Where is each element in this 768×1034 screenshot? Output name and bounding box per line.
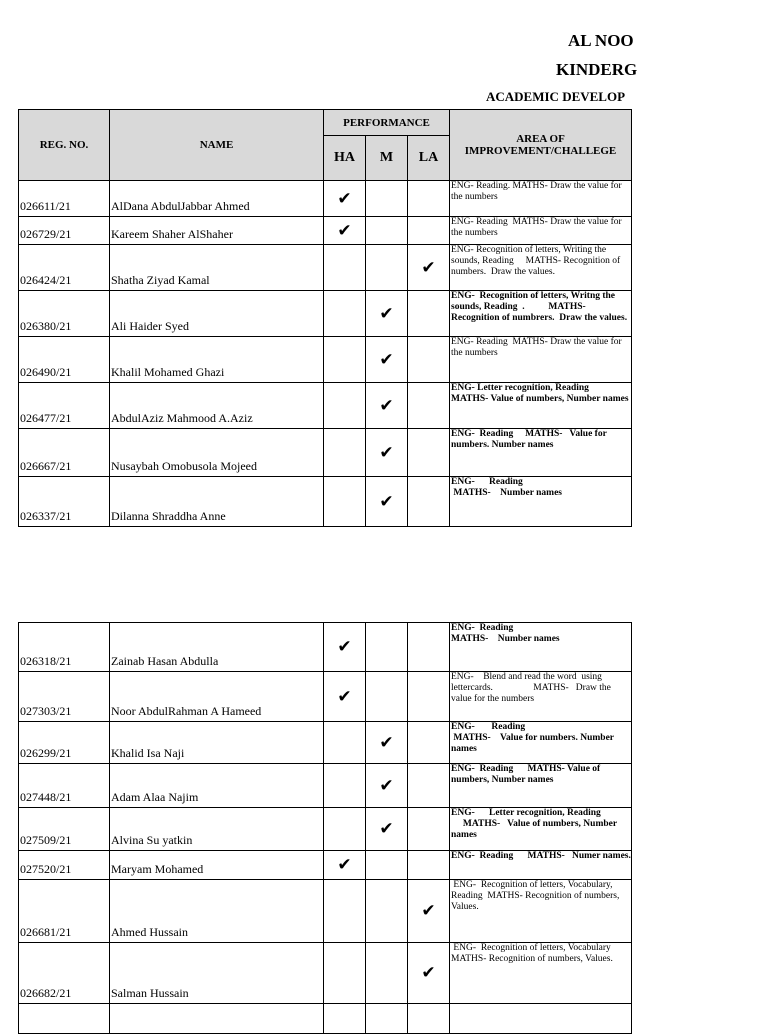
perf-la-cell [408, 880, 450, 943]
perf-m-cell [366, 245, 408, 291]
perf-la-cell [408, 764, 450, 808]
perf-la-cell [408, 181, 450, 217]
table-row [19, 291, 632, 337]
header-la: LA [408, 136, 450, 181]
perf-ha-cell [324, 291, 366, 337]
area-of-improvement-cell [450, 291, 632, 337]
area-text: ENG- Recognition of letters, Writng the sounds, Reading . MATHS- Recognition of numbrers. Draw the values. [451, 291, 628, 323]
perf-m-cell [366, 429, 408, 477]
perf-la-cell [408, 429, 450, 477]
check-icon: ✔ [337, 188, 352, 209]
perf-ha-cell [324, 429, 366, 477]
check-icon: ✔ [337, 220, 352, 241]
student-name-cell: Alvina Su yatkin [110, 808, 324, 851]
perf-ha-cell [324, 943, 366, 1004]
table-row [19, 623, 632, 672]
reg-no-cell: 027303/21 [19, 672, 110, 722]
reg-no-cell: 026681/21 [19, 880, 110, 943]
student-name-cell: Khalil Mohamed Ghazi [110, 337, 324, 383]
perf-ha-cell [324, 672, 366, 722]
table-row [19, 672, 632, 722]
perf-m-cell [366, 337, 408, 383]
perf-la-cell [408, 245, 450, 291]
student-name-cell: Nusaybah Omobusola Mojeed [110, 429, 324, 477]
area-text: ENG- Reading MATHS- Number names [451, 477, 563, 498]
perf-la-cell [408, 943, 450, 1004]
table-row [19, 477, 632, 527]
reg-no-cell: 026682/21 [19, 943, 110, 1004]
perf-la-cell [408, 383, 450, 429]
perf-ha-cell [324, 623, 366, 672]
area-text: ENG- Recognition of letters, Vocabulary MATHS- Recognition of numbers, Values. [451, 943, 616, 964]
student-name-cell: Salman Hussain [110, 943, 324, 1004]
table-row [19, 383, 632, 429]
perf-la-cell [408, 477, 450, 527]
school-name-line2: KINDERG [556, 60, 638, 79]
area-text: ENG- Letter recognition, Reading MATHS- Value of numbers, Number names [451, 808, 617, 840]
area-of-improvement-cell [450, 383, 665, 429]
perf-m-cell [366, 764, 408, 808]
performance-table-top [18, 109, 665, 527]
table-row [19, 429, 632, 477]
check-icon: ✔ [421, 901, 436, 921]
perf-ha-cell [324, 383, 366, 429]
student-name-cell: AbdulAziz Mahmood A.Aziz [110, 383, 324, 429]
student-name-cell [110, 1004, 324, 1034]
student-name-cell: Ahmed Hussain [110, 880, 324, 943]
reg-no-cell: 026729/21 [19, 217, 110, 245]
perf-m-cell [366, 181, 408, 217]
perf-m-cell [366, 291, 408, 337]
reg-no-cell: 027520/21 [19, 851, 110, 880]
check-icon: ✔ [337, 686, 352, 707]
student-name-cell: Khalid Isa Naji [110, 722, 324, 764]
perf-la-cell [408, 722, 450, 764]
header-name: NAME [110, 110, 324, 181]
perf-m-cell [366, 477, 408, 527]
area-text: ENG- Reading MATHS- Draw the value for the numbers [451, 337, 625, 358]
area-of-improvement-cell [450, 943, 632, 1004]
area-of-improvement-cell [450, 672, 632, 722]
perf-ha-cell [324, 217, 366, 245]
check-icon: ✔ [379, 732, 394, 753]
student-name-cell: Ali Haider Syed [110, 291, 324, 337]
perf-m-cell [366, 623, 408, 672]
check-icon: ✔ [421, 257, 436, 278]
perf-la-cell [408, 623, 450, 672]
area-of-improvement-cell [450, 181, 632, 217]
area-text: ENG- Letter recognition, Reading MATHS- Value of numbers, Number names [451, 383, 665, 404]
perf-la-cell [408, 808, 450, 851]
student-name-cell: AlDana AbdulJabbar Ahmed [110, 181, 324, 217]
table-row [19, 808, 632, 851]
perf-ha-cell [324, 880, 366, 943]
perf-m-cell [366, 1004, 408, 1034]
reg-no-cell: 026318/21 [19, 623, 110, 672]
perf-la-cell [408, 1004, 450, 1034]
check-icon: ✔ [379, 442, 394, 463]
perf-m-cell [366, 672, 408, 722]
area-of-improvement-cell [450, 337, 632, 383]
area-of-improvement-cell [450, 764, 632, 808]
reg-no-cell: 027509/21 [19, 808, 110, 851]
area-text: ENG- Reading MATHS- Number names [451, 623, 560, 644]
perf-m-cell [366, 851, 408, 880]
area-of-improvement-cell [450, 477, 632, 527]
student-name-cell: Dilanna Shraddha Anne [110, 477, 324, 527]
header-ha: HA [324, 136, 366, 181]
reg-no-cell: 026667/21 [19, 429, 110, 477]
table-row [19, 880, 632, 943]
perf-la-cell [408, 672, 450, 722]
area-text: ENG- Reading MATHS- Draw the value for the numbers [451, 217, 625, 238]
reg-no-cell [19, 1004, 110, 1034]
perf-ha-cell [324, 181, 366, 217]
student-name-cell: Adam Alaa Najim [110, 764, 324, 808]
performance-table-bottom [18, 622, 632, 1034]
area-text: ENG- Reading MATHS- Numer names. [451, 851, 631, 861]
area-of-improvement-cell [450, 217, 632, 245]
header-performance: PERFORMANCE [324, 110, 450, 136]
perf-m-cell [366, 808, 408, 851]
reg-no-cell: 026380/21 [19, 291, 110, 337]
perf-m-cell [366, 383, 408, 429]
perf-la-cell [408, 337, 450, 383]
area-of-improvement-cell [450, 1004, 632, 1034]
perf-la-cell [408, 291, 450, 337]
table-row [19, 181, 632, 217]
reg-no-cell: 026611/21 [19, 181, 110, 217]
area-of-improvement-cell [450, 851, 632, 880]
perf-m-cell [366, 880, 408, 943]
reg-no-cell: 027448/21 [19, 764, 110, 808]
header-m: M [366, 136, 408, 181]
check-icon: ✔ [379, 491, 394, 512]
reg-no-cell: 026337/21 [19, 477, 110, 527]
area-text: ENG- Reading MATHS- Value of numbers, Number names [451, 764, 603, 785]
check-icon: ✔ [379, 349, 394, 370]
area-of-improvement-cell [450, 623, 632, 672]
table-row [19, 1004, 632, 1034]
area-text: ENG- Blend and read the word using lettercards. MATHS- Draw the value for the numbers [451, 672, 614, 704]
check-icon: ✔ [379, 303, 394, 324]
perf-ha-cell [324, 477, 366, 527]
area-text: ENG- Reading MATHS- Value for numbers. Number names [451, 722, 614, 754]
perf-ha-cell [324, 764, 366, 808]
reg-no-cell: 026490/21 [19, 337, 110, 383]
header-reg-no: REG. NO. [19, 110, 110, 181]
area-of-improvement-cell [450, 429, 632, 477]
student-name-cell: Zainab Hasan Abdulla [110, 623, 324, 672]
check-icon: ✔ [379, 819, 394, 839]
area-of-improvement-cell [450, 722, 632, 764]
table-row [19, 851, 632, 880]
area-of-improvement-cell [450, 808, 632, 851]
perf-la-cell [408, 851, 450, 880]
perf-ha-cell [324, 245, 366, 291]
check-icon: ✔ [421, 963, 436, 983]
check-icon: ✔ [337, 855, 352, 875]
table-row [19, 943, 632, 1004]
perf-ha-cell [324, 808, 366, 851]
area-text: ENG- Reading MATHS- Value for numbers. Number names [451, 429, 609, 450]
student-name-cell: Kareem Shaher AlShaher [110, 217, 324, 245]
perf-la-cell [408, 217, 450, 245]
area-text: ENG- Reading. MATHS- Draw the value for the numbers [451, 181, 625, 202]
table-row [19, 217, 632, 245]
perf-ha-cell [324, 722, 366, 764]
perf-m-cell [366, 217, 408, 245]
student-name-cell: Maryam Mohamed [110, 851, 324, 880]
table-row [19, 337, 632, 383]
area-of-improvement-cell [450, 245, 632, 291]
area-text: ENG- Recognition of letters, Writing the sounds, Reading MATHS- Recognition of numbers. Draw the values. [451, 245, 623, 277]
area-text: ENG- Recognition of letters, Vocabulary, Reading MATHS- Recognition of numbers, Values. [451, 880, 622, 912]
perf-m-cell [366, 943, 408, 1004]
table-row [19, 245, 632, 291]
student-name-cell: Noor AbdulRahman A Hameed [110, 672, 324, 722]
perf-ha-cell [324, 1004, 366, 1034]
check-icon: ✔ [379, 395, 394, 416]
perf-ha-cell [324, 337, 366, 383]
perf-ha-cell [324, 851, 366, 880]
reg-no-cell: 026299/21 [19, 722, 110, 764]
school-name-line1: AL NOO [568, 31, 634, 50]
check-icon: ✔ [337, 637, 352, 657]
check-icon: ✔ [379, 775, 394, 796]
header-area: AREA OF IMPROVEMENT/CHALLEGE [450, 110, 632, 181]
perf-m-cell [366, 722, 408, 764]
table-row [19, 722, 632, 764]
student-name-cell: Shatha Ziyad Kamal [110, 245, 324, 291]
area-of-improvement-cell [450, 880, 632, 943]
reg-no-cell: 026424/21 [19, 245, 110, 291]
reg-no-cell: 026477/21 [19, 383, 110, 429]
report-title: ACADEMIC DEVELOP [486, 89, 626, 104]
table-row [19, 764, 632, 808]
